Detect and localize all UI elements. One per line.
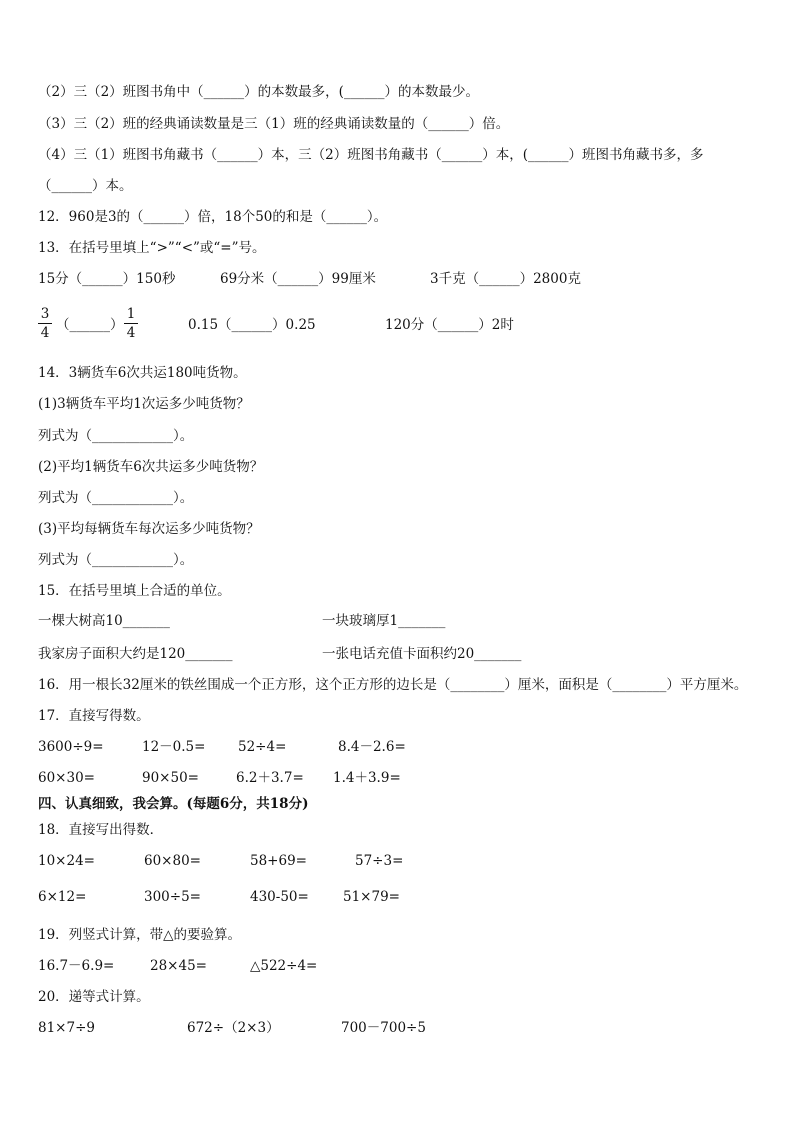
q15-item-4: 一张电话充值卡面积约20_______	[322, 646, 522, 662]
q12: 12．960是3的（______）倍，18个50的和是（______）。	[38, 209, 388, 225]
q13-compare-3: 3千克（______）2800克	[430, 271, 581, 287]
q17-expr: 60×30=	[38, 770, 95, 786]
q13-compare-2: 69分米（______）99厘米	[220, 271, 376, 287]
q14-sub2-answer: 列式为（____________）。	[38, 490, 194, 506]
q13-compare-1: 15分（______）150秒	[38, 271, 176, 287]
q18-expr: 6×12=	[38, 889, 87, 905]
q17-expr: 90×50=	[142, 770, 199, 786]
q14-title: 14．3辆货车6次共运180吨货物。	[38, 365, 247, 381]
fraction-bar	[38, 323, 52, 324]
q16: 16．用一根长32厘米的铁丝围成一个正方形，这个正方形的边长是（________）厘米，面积是（________）平方厘米。	[38, 677, 748, 693]
q18-title: 18．直接写出得数．	[38, 822, 164, 838]
q13-fraction-right	[124, 306, 138, 341]
q13-fraction-blank: （______）	[56, 317, 124, 333]
fraction-denominator: 4	[126, 325, 136, 341]
q17-title: 17．直接写得数。	[38, 708, 150, 724]
q18-expr: 430-50=	[250, 889, 309, 905]
q17-expr: 8.4－2.6=	[338, 739, 406, 755]
q19-expr: △522÷4=	[250, 958, 318, 974]
q18-expr: 58+69=	[250, 853, 307, 869]
q18-expr: 300÷5=	[144, 889, 201, 905]
q17-expr: 52÷4=	[238, 739, 287, 755]
q18-expr: 57÷3=	[355, 853, 404, 869]
q13-compare-5: 0.15（______）0.25	[188, 317, 316, 333]
q11-part2: （2）三（2）班图书角中（______）的本数最多，(______）的本数最少。	[38, 84, 479, 100]
q20-expr: 81×7÷9	[38, 1020, 95, 1036]
q11-part3: （3）三（2）班的经典诵读数量是三（1）班的经典诵读数量的（______）倍。	[38, 116, 510, 132]
q18-expr: 10×24=	[38, 853, 95, 869]
q20-expr: 672÷（2×3）	[187, 1020, 280, 1036]
q15-title: 15．在括号里填上合适的单位。	[38, 583, 231, 599]
q13-title: 13．在括号里填上“>”“<”或“=”号。	[38, 240, 266, 256]
q18-expr: 60×80=	[144, 853, 201, 869]
q14-sub1: (1)3辆货车平均1次运多少吨货物？	[38, 396, 250, 412]
fraction-numerator: 3	[40, 306, 50, 322]
q11-part4: （4）三（1）班图书角藏书（______）本，三（2）班图书角藏书（______）本，(______）班图书角藏书多，多	[38, 147, 704, 163]
q17-expr: 12－0.5=	[142, 739, 206, 755]
q11-part4-continued: （______）本。	[38, 178, 133, 194]
q15-item-2: 一块玻璃厚1_______	[322, 613, 446, 629]
fraction-numerator: 1	[126, 306, 136, 322]
section-4-heading: 四、认真细致，我会算。(每题6分，共18分)	[38, 796, 309, 812]
q14-sub3-answer: 列式为（____________）。	[38, 552, 194, 568]
q15-item-3: 我家房子面积大约是120_______	[38, 646, 233, 662]
q14-sub2: (2)平均1辆货车6次共运多少吨货物？	[38, 459, 264, 475]
q17-expr: 1.4＋3.9=	[333, 770, 401, 786]
q17-expr: 6.2＋3.7=	[236, 770, 304, 786]
q14-sub1-answer: 列式为（____________）。	[38, 428, 194, 444]
q13-compare-6: 120分（______）2时	[385, 317, 514, 333]
q20-expr: 700－700÷5	[341, 1020, 426, 1036]
q20-title: 20．递等式计算。	[38, 989, 150, 1005]
q19-title: 19．列竖式计算，带△的要验算。	[38, 927, 242, 943]
q15-item-1: 一棵大树高10_______	[38, 613, 170, 629]
q19-expr: 28×45=	[150, 958, 207, 974]
q13-fraction-left	[38, 306, 52, 341]
q14-sub3: (3)平均每辆货车每次运多少吨货物？	[38, 521, 260, 537]
q18-expr: 51×79=	[343, 889, 400, 905]
q17-expr: 3600÷9=	[38, 739, 104, 755]
fraction-denominator: 4	[40, 325, 50, 341]
q19-expr: 16.7－6.9=	[38, 958, 115, 974]
fraction-bar	[124, 323, 138, 324]
